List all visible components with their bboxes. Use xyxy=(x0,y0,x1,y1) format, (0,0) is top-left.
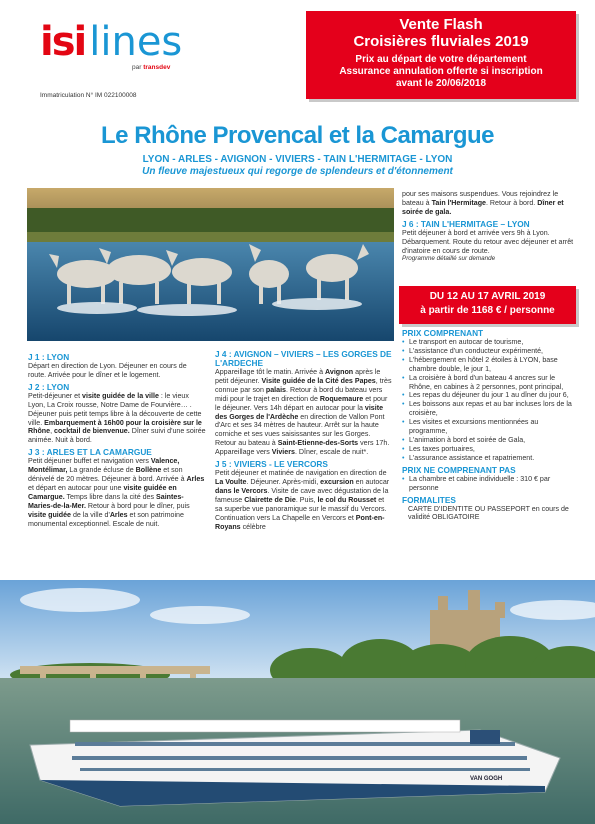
formalites-text: CARTE D'IDENTITE OU PASSEPORT en cours de validité OBLIGATOIRE xyxy=(408,504,569,522)
flash-sale-box xyxy=(306,11,576,99)
prix-non-comprenant-title: PRIX NE COMPRENANT PAS xyxy=(402,464,516,475)
logo-sub-prefix: par xyxy=(132,64,142,71)
list-item: • Les boissons aux repas et au bar incluses lors de la croisière, xyxy=(402,400,578,418)
list-item: • La croisière à bord d'un bateau 4 ancres sur le Rhône, en cabines à 2 personnes, pont principal, xyxy=(402,374,578,392)
list-item: • L'animation à bord et soirée de Gala, xyxy=(402,436,578,445)
list-item: • Le transport en autocar de tourisme, xyxy=(402,338,578,347)
day-5-continued: pour ses maisons suspendues. Vous rejoindrez le bateau à Tain l'Hermitage. Retour à bord. Dîner et soirée de gala. xyxy=(402,190,564,216)
day-2-title: J 2 : LYON xyxy=(28,381,70,392)
list-item: • Les taxes portuaires, xyxy=(402,445,578,454)
isilines-logo xyxy=(40,18,190,88)
boat-name-label: VAN GOGH xyxy=(470,776,503,782)
day-1-title: J 1 : LYON xyxy=(28,352,70,362)
day-3-text: Petit déjeuner buffet et navigation vers Valence, Montélimar, La grande écluse de Bollène et son dénivelé de 20 mètres. Déjeuner à bord. Arrivée à Arles et départ en autocar pour une visite guidée en Camargue. Temps libre dans la cité des Saintes-Maries-de-la-Mer. Retour à bord pour le dîner, puis visite guidée de la ville d'Arles et son patrimoine monumental exceptionnel. Escale de nuit. xyxy=(28,457,205,528)
day-1-text: Départ en direction de Lyon. Déjeuner en cours de route. Arrivée pour le dîner et le logement. xyxy=(28,362,187,379)
flash-line-2: Croisières fluviales 2019 xyxy=(353,33,529,50)
logo-wordmark xyxy=(40,18,182,66)
logo-brand-right: lines xyxy=(89,19,183,65)
day-6-title: J 6 : TAIN L'HERMITAGE – LYON xyxy=(402,218,530,229)
flash-line-4: Assurance annulation offerte si inscription xyxy=(339,66,543,77)
flash-line-5: avant le 20/06/2018 xyxy=(395,78,487,89)
day-3-title: J 3 : ARLES ET LA CAMARGUE xyxy=(28,447,152,458)
logo-sub-brand: transdev xyxy=(143,64,171,71)
list-item: • L'hébergement en hôtel 2 étoiles à LYON, base chambre double, le jour 1, xyxy=(402,356,578,374)
list-item: • Les repas du déjeuner du jour 1 au dîner du jour 6, xyxy=(402,391,578,400)
prix-comprenant-list xyxy=(402,338,578,463)
itinerary-column-1 xyxy=(28,350,206,529)
programme-note: Programme détaillé sur demande xyxy=(402,255,496,263)
flash-line-3: Prix au départ de votre département xyxy=(355,54,527,65)
day-4-text: Appareillage tôt le matin. Arrivée à Avignon après le petit déjeuner. Visite guidée de la Cité des Papes, très connue par son palais. Retour à bord du bateau vers midi pour le trajet en direction de Roquemaure et pour le déjeuner. Vers 14h départ en autocar pour la visite des Gorges de l'Ardèche en direction de Vallon Pont d'Arc et ses 34 mètres de hauteur. Arrêt sur la haute corniche et ses vues saisissantes sur les Gorges. Retour au bateau à Saint-Etienne-des-Sorts vers 17h. Appareillage vers Viviers. Dîner, escale de nuit*. xyxy=(215,368,392,457)
day-2-text: Petit-déjeuner et visite guidée de la ville : le vieux Lyon, La Croix rousse, Notre Dame de Fourvière… . Déjeuner puis petit temps libre à la découverte de cette ville. Embarquement à 16h00 pour la croisière sur le Rhône, cocktail de bienvenue. Dîner suivi d'une soirée animée. Nuit à bord. xyxy=(28,391,206,445)
day-6-text: Petit déjeuner à bord et arrivée vers 9h à Lyon. Débarquement. Route du retour avec déjeuner et arrêt d'inatoire en cours de route. xyxy=(402,228,574,255)
logo-brand-left: isi xyxy=(40,19,86,65)
price-from: à partir de 1168 € / personne xyxy=(420,305,555,316)
day-5-title: J 5 : VIVIERS - LE VERCORS xyxy=(215,459,328,470)
formalites-title: FORMALITES xyxy=(402,494,456,505)
route-cities: LYON - ARLES - AVIGNON - VIVIERS - TAIN L'HERMITAGE - LYON xyxy=(142,154,453,165)
river-cruise-boat-photo xyxy=(0,580,595,824)
price-details xyxy=(402,326,578,522)
list-item: • Les visites et excursions mentionnées au programme, xyxy=(402,418,578,436)
date-price-box xyxy=(399,286,576,324)
date-range: DU 12 AU 17 AVRIL 2019 xyxy=(429,291,546,302)
camargue-horses-photo xyxy=(27,188,394,341)
list-item: • La chambre et cabine individuelle : 310 € par personne xyxy=(402,475,578,493)
registration-number: Immatriculation N° IM 022100008 xyxy=(40,92,137,99)
logo-subline xyxy=(132,64,170,71)
page-title: Le Rhône Provencal et la Camargue xyxy=(101,122,494,149)
prix-non-comprenant-list xyxy=(402,475,578,493)
day-5-text: Petit déjeuner et matinée de navigation en direction de La Voulte. Déjeuner. Après-midi, excursion en autocar dans le Vercors. Visite de cave avec dégustation de la fameuse Clairette de Die. Puis, le col du Rousset et sa superbe vue panoramique sur le massif du Vercors. Continuation vers La Chapelle en Vercors et Pont-en-Royans célèbre xyxy=(215,469,390,531)
list-item: • L'assistance d'un conducteur expérimenté, xyxy=(402,347,578,356)
list-item: • L'assurance assistance et rapatriement. xyxy=(402,454,578,463)
flash-line-1: Vente Flash xyxy=(399,16,483,33)
tagline: Un fleuve majestueux qui regorge de splendeurs et d'étonnement xyxy=(142,166,453,177)
itinerary-column-2 xyxy=(215,350,393,531)
itinerary-column-3 xyxy=(402,190,576,264)
day-4-title: J 4 : AVIGNON – VIVIERS – LES GORGES DE L'ARDECHE xyxy=(215,349,392,368)
prix-comprenant-title: PRIX COMPRENANT xyxy=(402,328,484,338)
